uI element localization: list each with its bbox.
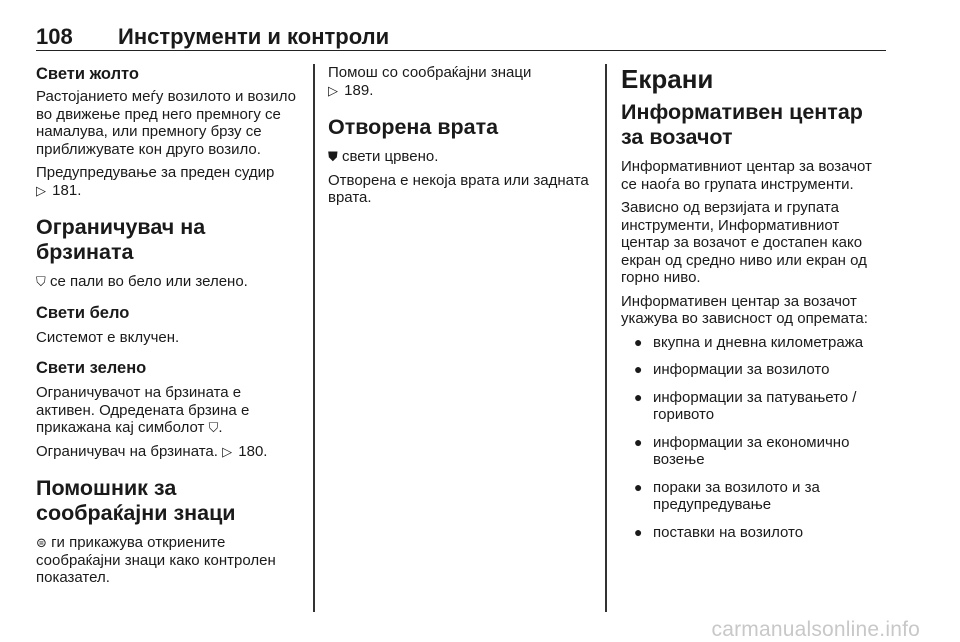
- paragraph-dic-location: Информативниот центар за возачот се наоѓа во групата инструменти.: [621, 158, 872, 193]
- column-divider: [313, 64, 315, 612]
- column-3: [621, 64, 887, 551]
- bullet-icon: ●: [634, 478, 643, 495]
- bullet-icon: ●: [634, 523, 643, 540]
- paragraph-door-red: [328, 148, 590, 166]
- ref-arrow-icon: ▷: [36, 182, 46, 198]
- list-item: [621, 479, 887, 514]
- heading-white: Свети бело: [36, 303, 130, 322]
- paragraph-warning: [36, 164, 298, 199]
- page-header: [36, 26, 886, 51]
- speed-limiter-icon: ⛉: [36, 274, 46, 289]
- heading-door-open: Отворена врата: [328, 115, 499, 139]
- list-item-text: вкупна и дневна километража: [653, 333, 864, 351]
- column-divider: [605, 64, 607, 612]
- heading-yellow: Свети жолто: [36, 65, 139, 83]
- list-item-text: информации за економично возење: [653, 433, 850, 468]
- watermark[interactable]: carmanualsonline.info: [711, 618, 920, 641]
- page-ref-181[interactable]: 181.: [52, 181, 82, 199]
- list-item: [621, 361, 887, 379]
- list-item: [621, 334, 887, 352]
- list-item-text: пораки за возилото и за предупредување: [653, 478, 820, 513]
- paragraph-limiter-ref: [36, 443, 298, 461]
- chapter-title: Инструменти и контроли: [118, 24, 390, 49]
- sign-assist-text: ги прикажува откриените сообраќајни знаци како контролен показател.: [36, 534, 276, 586]
- bullet-icon: ●: [634, 388, 643, 405]
- paragraph-help: [328, 64, 590, 99]
- bullet-icon: ●: [634, 361, 643, 377]
- list-item: [621, 389, 887, 424]
- paragraph-distance: Растојанието меѓу возилото и возило во движење пред него премногу се намалува, или премногу брзу се приближувате кон друго возило.: [36, 88, 296, 158]
- ref-arrow-icon: ▷: [222, 443, 233, 459]
- heading-screens: Екрани: [621, 64, 714, 94]
- bullet-icon: ●: [634, 433, 643, 450]
- paragraph-white: Системот е вклучен.: [36, 328, 180, 346]
- paragraph-dic-versions: Зависно од верзијата и групата инструменти, Информативниот центар за возачот е достапен како екран од средно ниво или екран од горно ниво.: [621, 199, 867, 286]
- heading-speed-limiter: Ограничувач на брзината: [36, 215, 206, 264]
- paragraph-limiter: [36, 273, 298, 291]
- help-text: Помош со сообраќајни знаци: [328, 64, 532, 81]
- page-number: 108: [36, 24, 73, 49]
- list-item: [621, 524, 887, 542]
- column-2: [328, 64, 590, 213]
- limiter-text: се пали во бело или зелено.: [49, 273, 248, 290]
- paragraph-sign-assist: [36, 534, 298, 587]
- list-item-text: поставки на возилото: [653, 523, 804, 541]
- paragraph-door: Отворена е некоја врата или задната врата.: [328, 171, 589, 206]
- paragraph-dic-indicates: Информативен центар за возачот укажува во зависност од опремата:: [621, 292, 868, 327]
- green-text: Ограничувачот на брзината е активен. Одредената брзина е прикажана кај симболот: [36, 384, 250, 436]
- page-ref-180[interactable]: 180.: [238, 442, 268, 460]
- page-ref-189[interactable]: 189.: [344, 81, 374, 99]
- warning-text: Предупредување за преден судир: [36, 164, 275, 181]
- green-text-end: .: [218, 419, 223, 436]
- limiter-ref-text: Ограничувач на брзината.: [36, 442, 218, 460]
- bullet-icon: ●: [634, 333, 643, 350]
- heading-driver-info-center: Информативен центар за возачот: [621, 100, 863, 149]
- list-item: [621, 434, 887, 469]
- ref-arrow-icon: ▷: [328, 82, 338, 98]
- heading-sign-assist: Помошник за сообраќајни знаци: [36, 476, 236, 525]
- list-item-text: информации за патувањето / горивото: [653, 388, 857, 423]
- paragraph-green: [36, 384, 298, 437]
- list-item-text: информации за возилото: [653, 361, 830, 378]
- bullet-list: [621, 334, 887, 542]
- door-open-icon: ⛊: [328, 149, 338, 164]
- door-red-text: свети црвено.: [341, 148, 439, 165]
- speed-limiter-icon: ⛉: [208, 420, 219, 435]
- column-1: [36, 64, 298, 593]
- heading-green: Свети зелено: [36, 359, 147, 377]
- traffic-sign-icon: ⊜: [36, 535, 47, 550]
